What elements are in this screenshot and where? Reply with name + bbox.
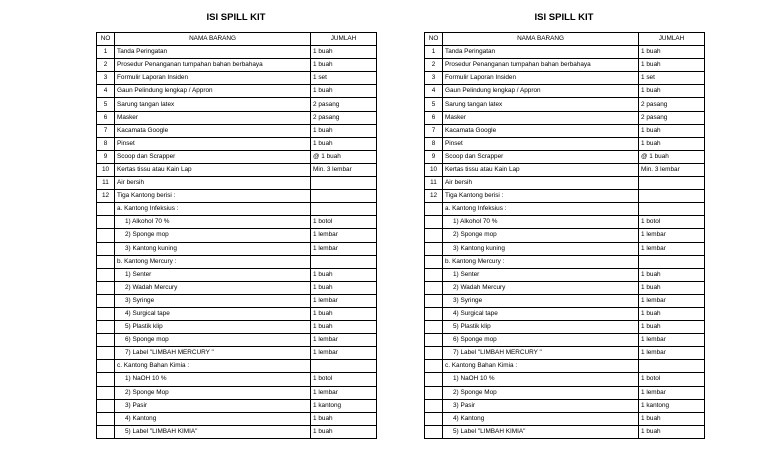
cell-name: 3) Kantong kuning: [443, 242, 639, 255]
cell-name: Tiga Kantong berisi :: [443, 190, 639, 203]
cell-no: 9: [425, 150, 443, 163]
cell-no: 12: [97, 190, 115, 203]
cell-name: a. Kantong Infeksius :: [115, 203, 311, 216]
cell-name: Formulir Laporan Insiden: [115, 72, 311, 85]
cell-name: 1) NaOH 10 %: [115, 373, 311, 386]
cell-qty: [639, 190, 705, 203]
table-row: [425, 360, 705, 373]
cell-name: 7) Label "LIMBAH MERCURY ": [115, 347, 311, 360]
table-row: [425, 412, 705, 425]
cell-qty: 1 buah: [639, 412, 705, 425]
table-row: [97, 386, 377, 399]
cell-no: [97, 334, 115, 347]
cell-no: 2: [425, 59, 443, 72]
cell-no: [97, 229, 115, 242]
cell-no: 3: [97, 72, 115, 85]
table-row: [97, 334, 377, 347]
cell-qty: 1 buah: [311, 425, 377, 438]
cell-no: [97, 294, 115, 307]
cell-name: 3) Syringe: [443, 294, 639, 307]
cell-qty: 1 botol: [311, 216, 377, 229]
cell-no: [425, 373, 443, 386]
cell-no: 8: [425, 137, 443, 150]
table-row: [425, 72, 705, 85]
table-row: [97, 46, 377, 59]
cell-name: Tiga Kantong berisi :: [115, 190, 311, 203]
cell-qty: 1 lembar: [639, 229, 705, 242]
cell-qty: 1 buah: [311, 85, 377, 98]
cell-name: Tanda Peringatan: [443, 46, 639, 59]
cell-no: [425, 334, 443, 347]
cell-qty: [639, 255, 705, 268]
table-row: [97, 321, 377, 334]
table-row: [425, 85, 705, 98]
cell-qty: 2 pasang: [639, 111, 705, 124]
table-row: [97, 412, 377, 425]
cell-name: 5) Label "LIMBAH KIMIA": [115, 425, 311, 438]
cell-name: Kacamata Google: [443, 124, 639, 137]
cell-qty: 1 botol: [639, 216, 705, 229]
cell-no: [425, 307, 443, 320]
cell-qty: 1 set: [311, 72, 377, 85]
cell-name: 3) Syringe: [115, 294, 311, 307]
cell-name: 2) Sponge mop: [443, 229, 639, 242]
table-row: [97, 177, 377, 190]
cell-no: [425, 281, 443, 294]
cell-name: 3) Pasir: [115, 399, 311, 412]
table-row: [97, 307, 377, 320]
cell-qty: 1 buah: [639, 85, 705, 98]
table-row: [425, 137, 705, 150]
cell-name: 6) Sponge mop: [115, 334, 311, 347]
cell-qty: 1 botol: [639, 373, 705, 386]
cell-no: 11: [425, 177, 443, 190]
cell-no: 1: [97, 46, 115, 59]
cell-no: 6: [97, 111, 115, 124]
spill-kit-left: [96, 12, 377, 439]
cell-qty: [311, 360, 377, 373]
table-row: [425, 268, 705, 281]
table-row: [425, 373, 705, 386]
cell-no: [425, 360, 443, 373]
cell-no: [97, 281, 115, 294]
header-no: NO: [97, 33, 115, 46]
cell-no: [425, 425, 443, 438]
cell-name: c. Kantong Bahan Kimia :: [443, 360, 639, 373]
table-row: [97, 111, 377, 124]
table-row: [425, 229, 705, 242]
cell-name: 5) Label "LIMBAH KIMIA": [443, 425, 639, 438]
cell-qty: 1 buah: [639, 137, 705, 150]
cell-qty: [311, 203, 377, 216]
cell-name: Kertas tissu atau Kain Lap: [443, 163, 639, 176]
table-row: [425, 307, 705, 320]
cell-qty: 1 buah: [639, 307, 705, 320]
cell-name: Gaun Pelindung lengkap / Appron: [115, 85, 311, 98]
cell-qty: [311, 190, 377, 203]
table-row: [425, 281, 705, 294]
cell-qty: 1 buah: [311, 46, 377, 59]
table-row: [97, 124, 377, 137]
table-row: [97, 59, 377, 72]
table-row: [97, 98, 377, 111]
table-row: [97, 203, 377, 216]
cell-no: 2: [97, 59, 115, 72]
cell-qty: 1 lembar: [639, 334, 705, 347]
header-row: [97, 33, 377, 46]
table-row: [97, 294, 377, 307]
table-row: [425, 124, 705, 137]
cell-qty: 1 kantong: [639, 399, 705, 412]
cell-no: [97, 347, 115, 360]
header-row: [425, 33, 705, 46]
cell-qty: 1 buah: [311, 137, 377, 150]
cell-name: 2) Sponge Mop: [443, 386, 639, 399]
cell-no: 5: [425, 98, 443, 111]
cell-no: [425, 386, 443, 399]
table-row: [97, 268, 377, 281]
cell-qty: 1 buah: [311, 307, 377, 320]
cell-no: [97, 373, 115, 386]
cell-name: Sarung tangan latex: [443, 98, 639, 111]
cell-qty: 1 lembar: [311, 334, 377, 347]
cell-name: 4) Surgical tape: [115, 307, 311, 320]
table-row: [97, 399, 377, 412]
cell-no: [97, 412, 115, 425]
table-row: [97, 373, 377, 386]
cell-name: 2) Sponge Mop: [115, 386, 311, 399]
header-no: NO: [425, 33, 443, 46]
cell-name: c. Kantong Bahan Kimia :: [115, 360, 311, 373]
cell-qty: Min. 3 lembar: [639, 163, 705, 176]
table-row: [425, 59, 705, 72]
kit-title: ISI SPILL KIT: [206, 12, 266, 23]
cell-no: [97, 203, 115, 216]
table-row: [97, 281, 377, 294]
cell-no: 10: [425, 163, 443, 176]
table-row: [425, 46, 705, 59]
cell-no: 7: [97, 124, 115, 137]
table-row: [425, 242, 705, 255]
cell-qty: 1 buah: [639, 46, 705, 59]
cell-name: Prosedur Penanganan tumpahan bahan berbahaya: [115, 59, 311, 72]
cell-qty: 2 pasang: [311, 98, 377, 111]
cell-qty: 1 buah: [311, 268, 377, 281]
cell-no: [97, 268, 115, 281]
cell-qty: 1 lembar: [311, 229, 377, 242]
table-row: [425, 163, 705, 176]
cell-name: Kacamata Google: [115, 124, 311, 137]
cell-name: a. Kantong Infeksius :: [443, 203, 639, 216]
cell-qty: 2 pasang: [311, 111, 377, 124]
cell-name: 6) Sponge mop: [443, 334, 639, 347]
cell-name: Pinset: [443, 137, 639, 150]
table-row: [425, 111, 705, 124]
cell-qty: 1 buah: [639, 268, 705, 281]
cell-qty: 1 buah: [639, 59, 705, 72]
cell-name: 4) Kantong: [115, 412, 311, 425]
cell-no: 8: [97, 137, 115, 150]
table-row: [425, 216, 705, 229]
table-row: [97, 163, 377, 176]
cell-qty: @ 1 buah: [639, 150, 705, 163]
cell-name: Formulir Laporan Insiden: [443, 72, 639, 85]
table-row: [425, 334, 705, 347]
table-row: [425, 386, 705, 399]
cell-no: [97, 425, 115, 438]
table-row: [425, 177, 705, 190]
cell-name: 4) Kantong: [443, 412, 639, 425]
cell-qty: 1 buah: [311, 321, 377, 334]
cell-no: 4: [97, 85, 115, 98]
cell-no: [425, 216, 443, 229]
cell-no: 7: [425, 124, 443, 137]
cell-name: b. Kantong Mercury :: [443, 255, 639, 268]
cell-qty: 1 buah: [639, 425, 705, 438]
table-row: [97, 255, 377, 268]
cell-no: [425, 203, 443, 216]
cell-qty: 1 lembar: [639, 294, 705, 307]
cell-name: 1) Alkohol 70 %: [443, 216, 639, 229]
cell-qty: 1 lembar: [311, 294, 377, 307]
cell-no: [425, 347, 443, 360]
header-qty: JUMLAH: [639, 33, 705, 46]
cell-qty: Min. 3 lembar: [311, 163, 377, 176]
cell-name: Scoop dan Scrapper: [443, 150, 639, 163]
table-row: [425, 294, 705, 307]
cell-qty: 1 lembar: [311, 386, 377, 399]
table-row: [97, 72, 377, 85]
cell-qty: 1 buah: [311, 59, 377, 72]
cell-qty: 1 buah: [639, 124, 705, 137]
table-row: [425, 190, 705, 203]
header-name: NAMA BARANG: [443, 33, 639, 46]
cell-name: Air bersih: [443, 177, 639, 190]
cell-no: [97, 216, 115, 229]
cell-no: [425, 255, 443, 268]
cell-no: 10: [97, 163, 115, 176]
cell-name: 5) Plastik klip: [443, 321, 639, 334]
cell-name: Masker: [443, 111, 639, 124]
cell-qty: 2 pasang: [639, 98, 705, 111]
spill-kit-right: [424, 12, 705, 439]
cell-qty: @ 1 buah: [311, 150, 377, 163]
header-name: NAMA BARANG: [115, 33, 311, 46]
cell-no: [97, 386, 115, 399]
cell-qty: 1 set: [639, 72, 705, 85]
spill-kit-table: [424, 32, 705, 439]
cell-qty: 1 buah: [311, 124, 377, 137]
table-row: [97, 347, 377, 360]
cell-no: [425, 229, 443, 242]
cell-name: 1) Senter: [115, 268, 311, 281]
cell-name: 2) Wadah Mercury: [443, 281, 639, 294]
cell-name: 7) Label "LIMBAH MERCURY ": [443, 347, 639, 360]
table-row: [97, 229, 377, 242]
cell-name: 1) Senter: [443, 268, 639, 281]
cell-name: b. Kantong Mercury :: [115, 255, 311, 268]
kit-title: ISI SPILL KIT: [534, 12, 594, 23]
cell-no: [97, 399, 115, 412]
cell-qty: [311, 255, 377, 268]
cell-name: 2) Sponge mop: [115, 229, 311, 242]
cell-qty: 1 buah: [639, 281, 705, 294]
cell-name: Masker: [115, 111, 311, 124]
cell-no: [97, 307, 115, 320]
cell-name: Kertas tissu atau Kain Lap: [115, 163, 311, 176]
cell-no: 9: [97, 150, 115, 163]
cell-no: 6: [425, 111, 443, 124]
table-row: [425, 399, 705, 412]
cell-no: 11: [97, 177, 115, 190]
cell-qty: [311, 177, 377, 190]
cell-name: Tanda Peringatan: [115, 46, 311, 59]
cell-no: [425, 242, 443, 255]
cell-name: 3) Kantong kuning: [115, 242, 311, 255]
table-row: [97, 216, 377, 229]
cell-name: Air bersih: [115, 177, 311, 190]
cell-name: Prosedur Penanganan tumpahan bahan berbahaya: [443, 59, 639, 72]
cell-no: [97, 242, 115, 255]
cell-no: [97, 321, 115, 334]
cell-name: Sarung tangan latex: [115, 98, 311, 111]
table-row: [425, 203, 705, 216]
table-row: [97, 137, 377, 150]
table-row: [425, 150, 705, 163]
cell-no: [425, 321, 443, 334]
table-row: [425, 321, 705, 334]
cell-qty: [639, 203, 705, 216]
cell-qty: 1 lembar: [311, 242, 377, 255]
cell-qty: 1 buah: [311, 412, 377, 425]
table-row: [425, 255, 705, 268]
cell-qty: [639, 177, 705, 190]
cell-qty: 1 buah: [639, 321, 705, 334]
cell-qty: 1 botol: [311, 373, 377, 386]
table-row: [425, 98, 705, 111]
cell-no: [425, 412, 443, 425]
cell-no: [425, 399, 443, 412]
cell-qty: 1 lembar: [639, 347, 705, 360]
cell-no: [425, 294, 443, 307]
cell-no: 3: [425, 72, 443, 85]
cell-name: 2) Wadah Mercury: [115, 281, 311, 294]
cell-no: [97, 360, 115, 373]
table-row: [97, 242, 377, 255]
cell-name: 1) NaOH 10 %: [443, 373, 639, 386]
table-row: [425, 347, 705, 360]
cell-qty: 1 lembar: [311, 347, 377, 360]
cell-no: 4: [425, 85, 443, 98]
cell-no: 12: [425, 190, 443, 203]
cell-no: 5: [97, 98, 115, 111]
cell-name: 4) Surgical tape: [443, 307, 639, 320]
cell-no: 1: [425, 46, 443, 59]
cell-qty: 1 lembar: [639, 386, 705, 399]
cell-qty: 1 kantong: [311, 399, 377, 412]
cell-name: 3) Pasir: [443, 399, 639, 412]
header-qty: JUMLAH: [311, 33, 377, 46]
table-row: [97, 360, 377, 373]
cell-qty: [639, 360, 705, 373]
cell-name: Pinset: [115, 137, 311, 150]
cell-qty: 1 buah: [311, 281, 377, 294]
cell-name: Scoop dan Scrapper: [115, 150, 311, 163]
cell-qty: 1 lembar: [639, 242, 705, 255]
table-row: [97, 85, 377, 98]
cell-name: 5) Plastik klip: [115, 321, 311, 334]
cell-no: [425, 268, 443, 281]
cell-no: [97, 255, 115, 268]
cell-name: Gaun Pelindung lengkap / Appron: [443, 85, 639, 98]
table-row: [97, 150, 377, 163]
cell-name: 1) Alkohol 70 %: [115, 216, 311, 229]
table-row: [97, 425, 377, 438]
table-row: [97, 190, 377, 203]
spill-kit-table: [96, 32, 377, 439]
table-row: [425, 425, 705, 438]
